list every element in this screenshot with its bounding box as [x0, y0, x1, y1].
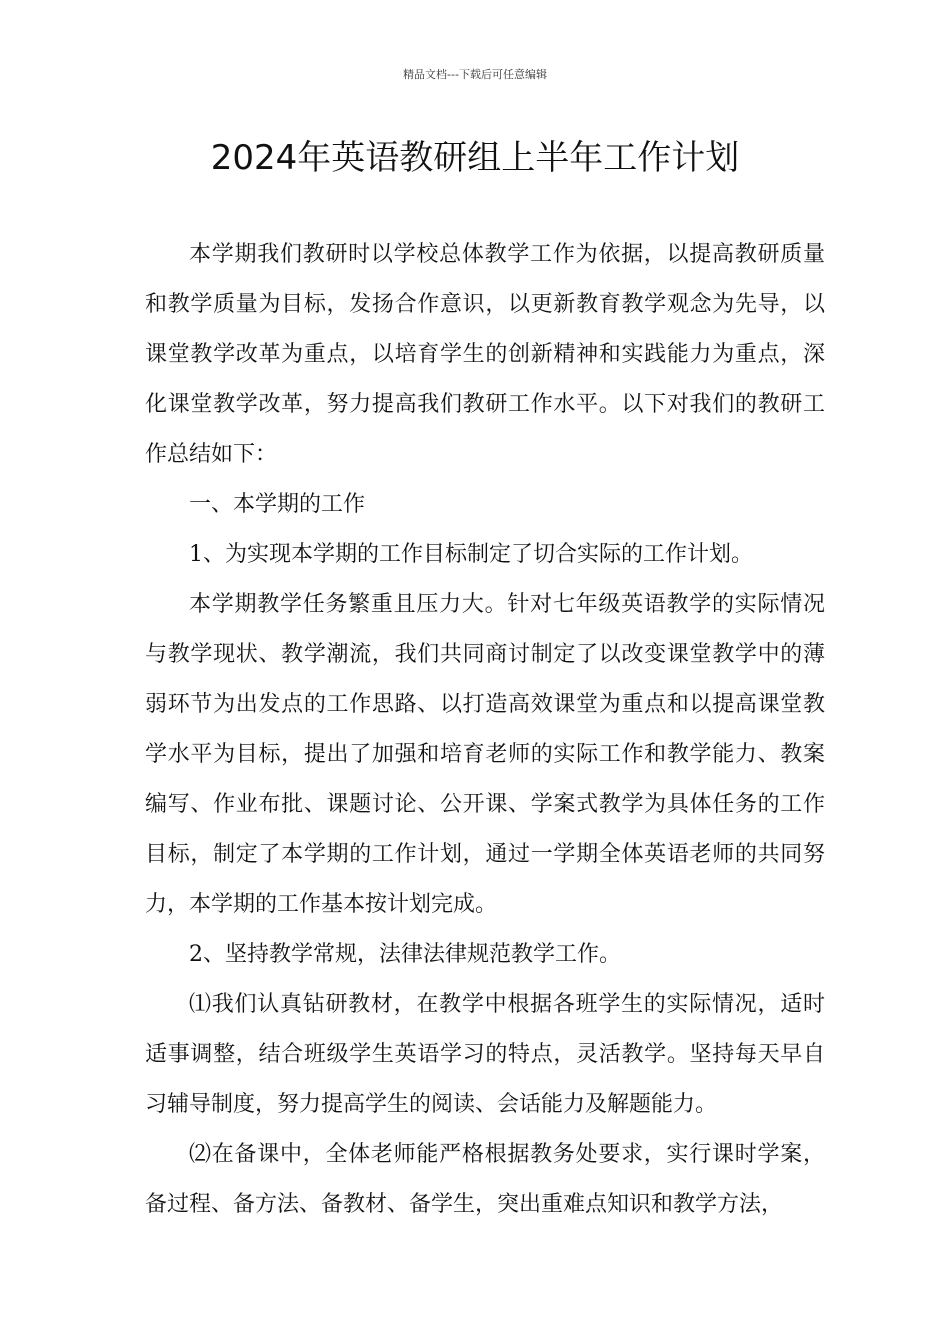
document-title: 2024年英语教研组上半年工作计划 — [210, 138, 740, 178]
paragraph-subitem-1: ⑴我们认真钻研教材，在教学中根据各班学生的实际情况，适时适事调整，结合班级学生英语学习的特点，灵活教学。坚持每天早自习辅导制度，努力提高学生的阅读、会话能力及解题能力。 — [145, 992, 825, 1117]
paragraph-item-1: 本学期教学任务繁重且压力大。针对七年级英语教学的实际情况与教学现状、教学潮流，我们共同商讨制定了以改变课堂教学中的薄弱环节为出发点的工作思路、以打造高效课堂为重点和以提高课堂教学水平为目标，提出了加强和培育老师的实际工作和教学能力、教案编写、作业布批、课题讨论、公开课、学案式教学为具体任务的工作目标，制定了本学期的工作计划，通过一学期全体英语老师的共同努力，本学期的工作基本按计划完成。 — [145, 592, 825, 917]
item-heading-2: 2、坚持教学常规，法律法律规范教学工作。 — [189, 942, 621, 967]
header-note: 精品文档---下载后可任意编辑 — [403, 68, 547, 81]
paragraph-intro: 本学期我们教研时以学校总体教学工作为依据，以提高教研质量和教学质量为目标，发扬合作意识，以更新教育教学观念为先导，以课堂教学改革为重点，以培育学生的创新精神和实践能力为重点，深化课堂教学改革，努力提高我们教研工作水平。以下对我们的教研工作总结如下： — [145, 242, 825, 467]
item-heading-1: 1、为实现本学期的工作目标制定了切合实际的工作计划。 — [189, 542, 753, 567]
paragraph-subitem-2: ⑵在备课中，全体老师能严格根据教务处要求，实行课时学案，备过程、备方法、备教材、备学生，突出重难点知识和教学方法， — [145, 1142, 825, 1217]
document-body — [145, 230, 825, 1230]
section-heading-1: 一、本学期的工作 — [189, 492, 366, 517]
